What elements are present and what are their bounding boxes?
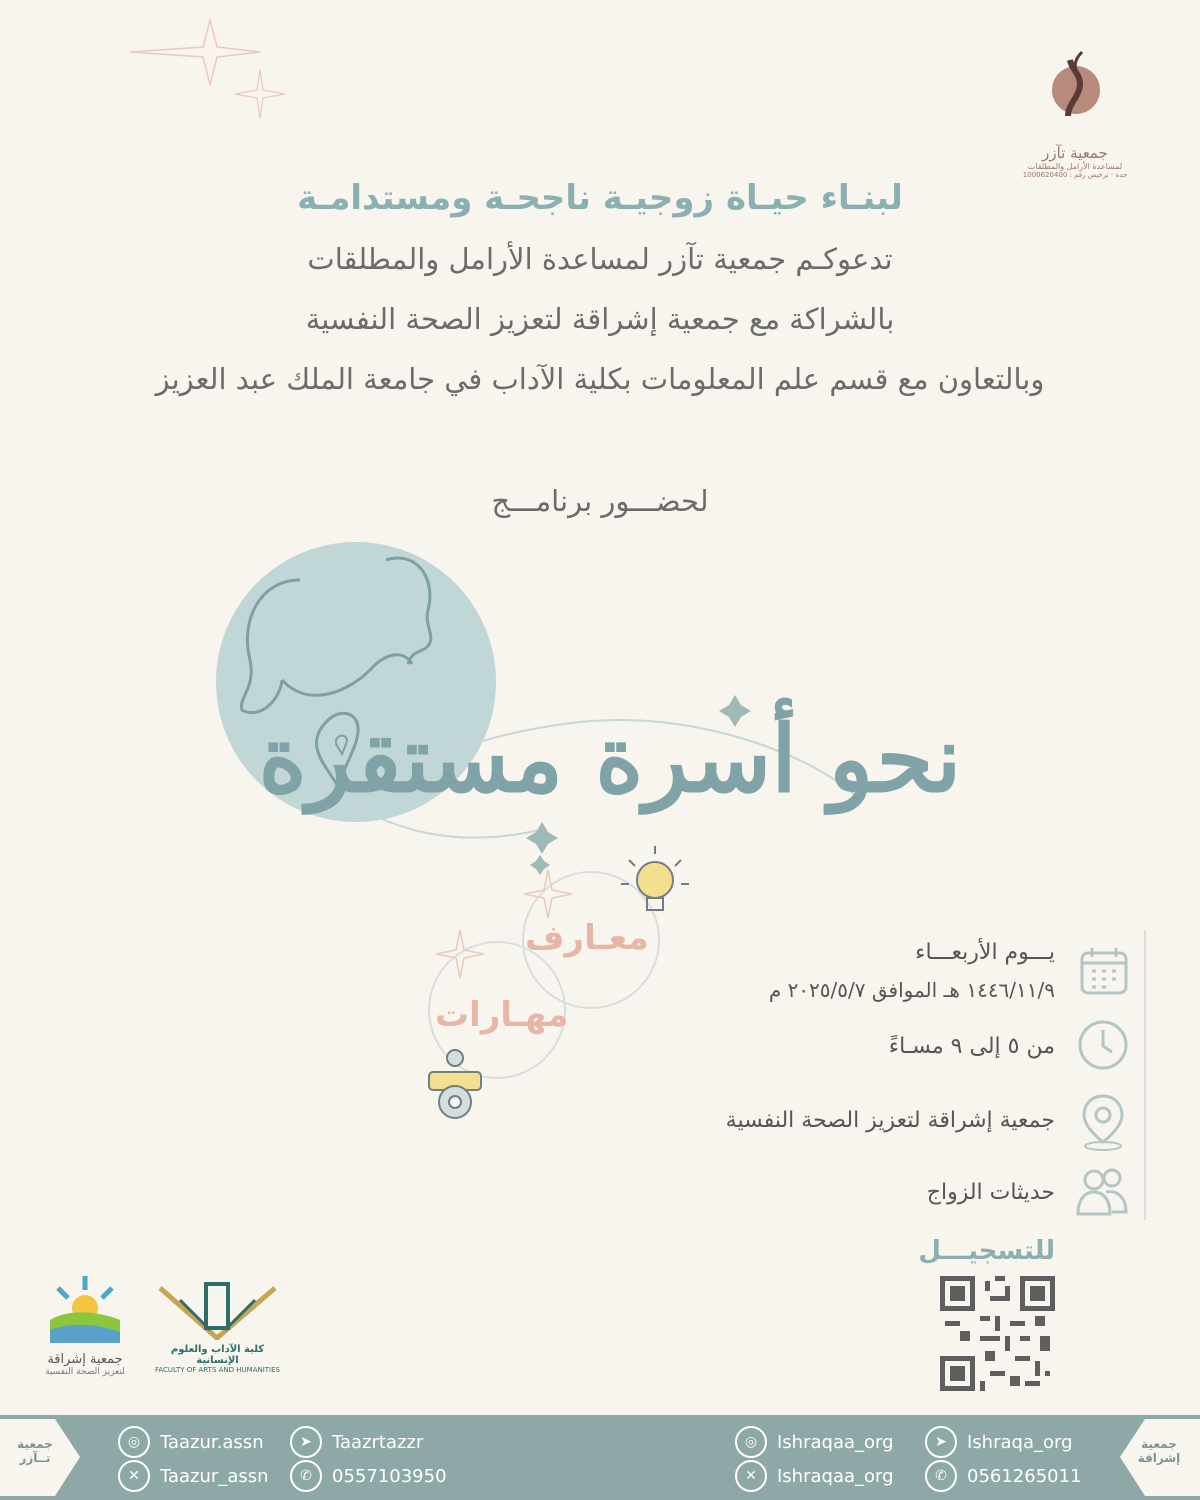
program-title: نحو أسرة مستقرة [258, 705, 962, 813]
ishraqa-x-link[interactable] [735, 1460, 894, 1492]
taazur-x-link[interactable] [118, 1460, 269, 1492]
whatsapp-icon: ✆ [290, 1460, 322, 1492]
faculty-name-ar: كلية الآداب والعلوم الإنسانية [170, 1344, 265, 1366]
ishraqa-badge-label: جمعية إشراقة [1137, 1437, 1181, 1465]
registration-label: للتسجيـــل [918, 1236, 1055, 1266]
ishraqa-logo-mark [40, 1268, 130, 1348]
taazur-instagram-handle: Taazur.assn [160, 1431, 264, 1453]
ishraqa-sub: لتعزيز الصحة النفسية [45, 1367, 125, 1377]
attend-program-label: لحضـــور برنامـــج [491, 484, 709, 518]
knowledge-tag: معـارف [525, 918, 649, 958]
taazur-logo-mark [1010, 40, 1140, 140]
ishraqa-telegram-link[interactable] [925, 1426, 1073, 1458]
skills-tag: مهـارات [435, 995, 569, 1035]
instagram-icon: ◎ [118, 1426, 150, 1458]
x-icon: ✕ [735, 1460, 767, 1492]
gear-icon [415, 1040, 495, 1130]
people-icon [1072, 1166, 1132, 1218]
clock-icon [1076, 1018, 1130, 1072]
taazur-logo [1010, 40, 1140, 180]
taazur-logo-sub: لمساعدة الأرامل والمطلقات [1027, 162, 1123, 171]
invitation-line-1: تدعوكـم جمعية تآزر لمساعدة الأرامل والمطلقات [307, 242, 893, 276]
ishraqa-x-handle: Ishraqaa_org [777, 1465, 894, 1487]
ishraqa-instagram-link[interactable] [735, 1426, 894, 1458]
event-location: جمعية إشراقة لتعزيز الصحة النفسية [725, 1108, 1055, 1133]
telegram-icon: ➤ [925, 1426, 957, 1458]
ishraqa-phone-link[interactable] [925, 1460, 1082, 1492]
taazur-phone-number: 0557103950 [332, 1465, 447, 1487]
taazur-telegram-handle: Taazrtazzr [332, 1431, 424, 1453]
target-audience: حديثات الزواج [926, 1180, 1055, 1205]
faculty-name-en: FACULTY OF ARTS AND HUMANITIES [155, 1366, 280, 1374]
ishraqa-instagram-handle: Ishraqaa_org [777, 1431, 894, 1453]
event-day: يـــوم الأربعـــاء [915, 940, 1055, 965]
headline: لبنـاء حيـاة زوجيـة ناجحـة ومستدامـة [297, 178, 903, 218]
invitation-line-2: بالشراكة مع جمعية إشراقة لتعزيز الصحة النفسية [305, 302, 895, 336]
whatsapp-icon: ✆ [925, 1460, 957, 1492]
registration-qr-code[interactable] [940, 1276, 1055, 1391]
location-pin-icon [1076, 1092, 1130, 1152]
ishraqa-telegram-handle: Ishraqa_org [967, 1431, 1073, 1453]
taazur-instagram-link[interactable] [118, 1426, 264, 1458]
taazur-x-handle: Taazur_assn [160, 1465, 269, 1487]
event-date: ١٤٤٦/١١/٩ هـ الموافق ٢٠٢٥/٥/٧ م [768, 978, 1055, 1002]
sparkle-icon [120, 10, 300, 120]
ishraqa-phone-number: 0561265011 [967, 1465, 1082, 1487]
telegram-icon: ➤ [290, 1426, 322, 1458]
faculty-logo [150, 1280, 285, 1374]
ishraqa-logo [40, 1268, 130, 1377]
info-divider [1144, 930, 1146, 1220]
event-time: من ٥ إلى ٩ مسـاءً [888, 1034, 1055, 1059]
x-icon: ✕ [118, 1460, 150, 1492]
taazur-logo-reg: جدة - ترخيص رقم : 1000620400 [1022, 171, 1128, 179]
faculty-logo-mark [150, 1280, 285, 1340]
taazur-logo-name: جمعية تآزر [1042, 144, 1108, 162]
taazur-badge-label: جمعية تــآزر [17, 1437, 53, 1465]
lightbulb-icon [615, 840, 695, 930]
taazur-telegram-link[interactable] [290, 1426, 423, 1458]
calendar-icon [1078, 945, 1130, 997]
invitation-line-3: وبالتعاون مع قسم علم المعلومات بكلية الآداب في جامعة الملك عبد العزيز [155, 362, 1045, 396]
taazur-phone-link[interactable] [290, 1460, 447, 1492]
instagram-icon: ◎ [735, 1426, 767, 1458]
ishraqa-name: جمعية إشراقة [47, 1352, 123, 1367]
